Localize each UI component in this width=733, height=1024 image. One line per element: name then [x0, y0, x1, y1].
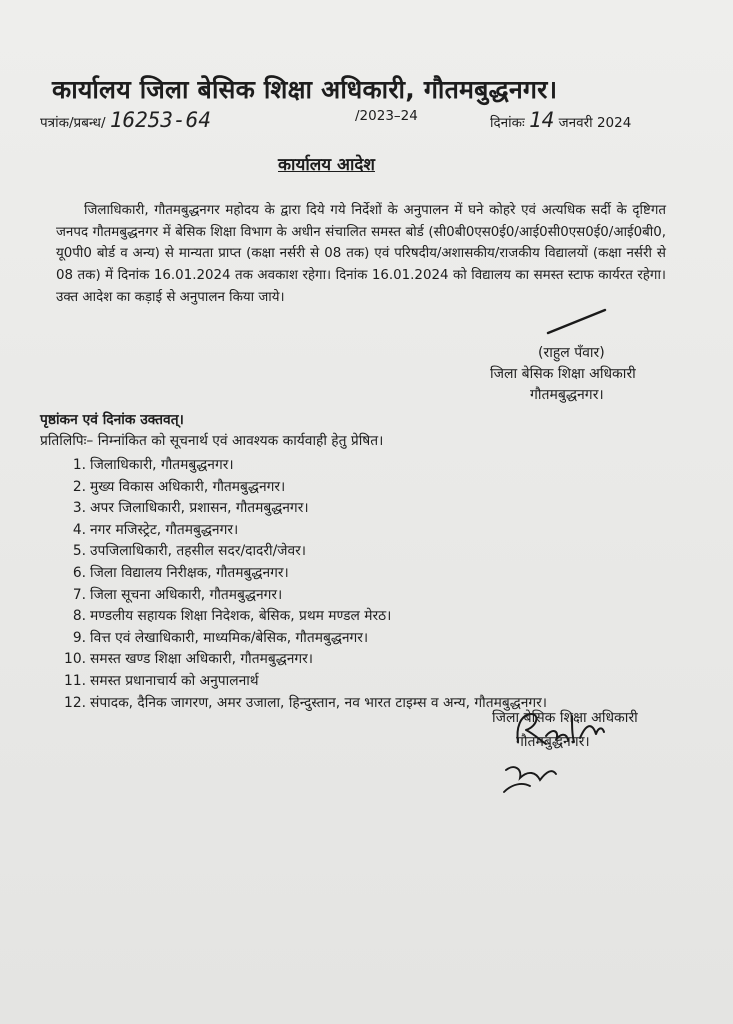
list-item: 9. वित्त एवं लेखाधिकारी, माध्यमिक/बेसिक, गौतमबुद्धनगर। — [72, 629, 369, 646]
list-item: 4. नगर मजिस्ट्रेट, गौतमबुद्धनगर। — [72, 521, 239, 538]
signatory-designation: जिला बेसिक शिक्षा अधिकारी — [490, 366, 636, 382]
list-item: 6. जिला विद्यालय निरीक्षक, गौतमबुद्धनगर। — [72, 564, 289, 581]
recipient-list — [56, 455, 547, 714]
list-item: 12. संपादक, दैनिक जागरण, अमर उजाला, हिन्दुस्तान, नव भारत टाइम्स व अन्य, गौतमबुद्धनगर। — [64, 694, 548, 711]
list-item: 1. जिलाधिकारी, गौतमबुद्धनगर। — [72, 457, 234, 473]
endorsement-title: पृष्ठांकन एवं दिनांक उक्तवत्। — [40, 412, 184, 428]
list-item: 10. समस्त खण्ड शिक्षा अधिकारी, गौतमबुद्धनगर। — [64, 651, 314, 668]
reference-line — [40, 108, 211, 132]
list-item: 2. मुख्य विकास अधिकारी, गौतमबुद्धनगर। — [72, 478, 286, 495]
copy-line: प्रतिलिपिः– निम्नांकित को सूचनार्थ एवं आवश्यक कार्यवाही हेतु प्रेषित। — [40, 433, 384, 449]
date-month-year: जनवरी 2024 — [558, 115, 632, 131]
order-title: कार्यालय आदेश — [278, 155, 375, 175]
order-body: जिलाधिकारी, गौतमबुद्धनगर महोदय के द्वारा दिये गये निर्देशों के अनुपालन में घने कोहरे एवं अत्यधिक सर्दी के दृष्टिगत जनपद गौतमबुद्धनगर में बेसिक शिक्षा विभाग के अधीन संचालित समस्त बोर्ड (सी0बी0एस0ई0/आई0सी0एस0ई0/आई0बी0, यू0पी0 बोर्ड व अन्य) से मान्यता प्राप्त (कक्षा नर्सरी से 08 तक) एवं परिषदीय/अशासकीय/राजकीय विद्यालयों (कक्षा नर्सरी से 08 तक) में दिनांक 16.01.2024 तक अवकाश रहेगा। दिनांक 16.01.2024 को विद्यालय का समस्त स्टाफ कार्यरत रहेगा। उक्त आदेश का कड़ाई से अनुपालन किया जाये। — [56, 203, 666, 305]
closing-location: गौतमबुद्धनगर। — [516, 734, 590, 750]
signatory-block — [490, 343, 690, 406]
date-day-handwritten: 14 — [529, 108, 555, 132]
signatory-name: (राहुल पँवार) — [538, 345, 605, 361]
signatory-location: गौतमबुद्धनगर। — [530, 387, 604, 403]
ref-year: /2023–24 — [355, 108, 418, 124]
office-heading: कार्यालय जिला बेसिक शिक्षा अधिकारी, गौतमबुद्धनगर। — [52, 75, 558, 104]
list-item: 5. उपजिलाधिकारी, तहसील सदर/दादरी/जेवर। — [72, 543, 306, 560]
ref-number-handwritten: 16253-64 — [109, 108, 211, 132]
endorsement-block — [40, 410, 383, 452]
list-item: 3. अपर जिलाधिकारी, प्रशासन, गौतमबुद्धनगर। — [72, 500, 309, 517]
closing-signature-block — [480, 706, 720, 754]
list-item: 11. समस्त प्रधानाचार्य को अनुपालनार्थ — [64, 672, 259, 689]
closing-designation: जिला बेसिक शिक्षा अधिकारी — [492, 710, 638, 726]
ref-label: पत्रांक/प्रबन्ध/ — [40, 115, 106, 131]
date-label: दिनांकः — [490, 115, 525, 131]
date-line — [490, 108, 631, 132]
list-item: 7. जिला सूचना अधिकारी, गौतमबुद्धनगर। — [72, 586, 283, 603]
list-item: 8. मण्डलीय सहायक शिक्षा निदेशक, बेसिक, प्रथम मण्डल मेरठ। — [72, 608, 392, 625]
